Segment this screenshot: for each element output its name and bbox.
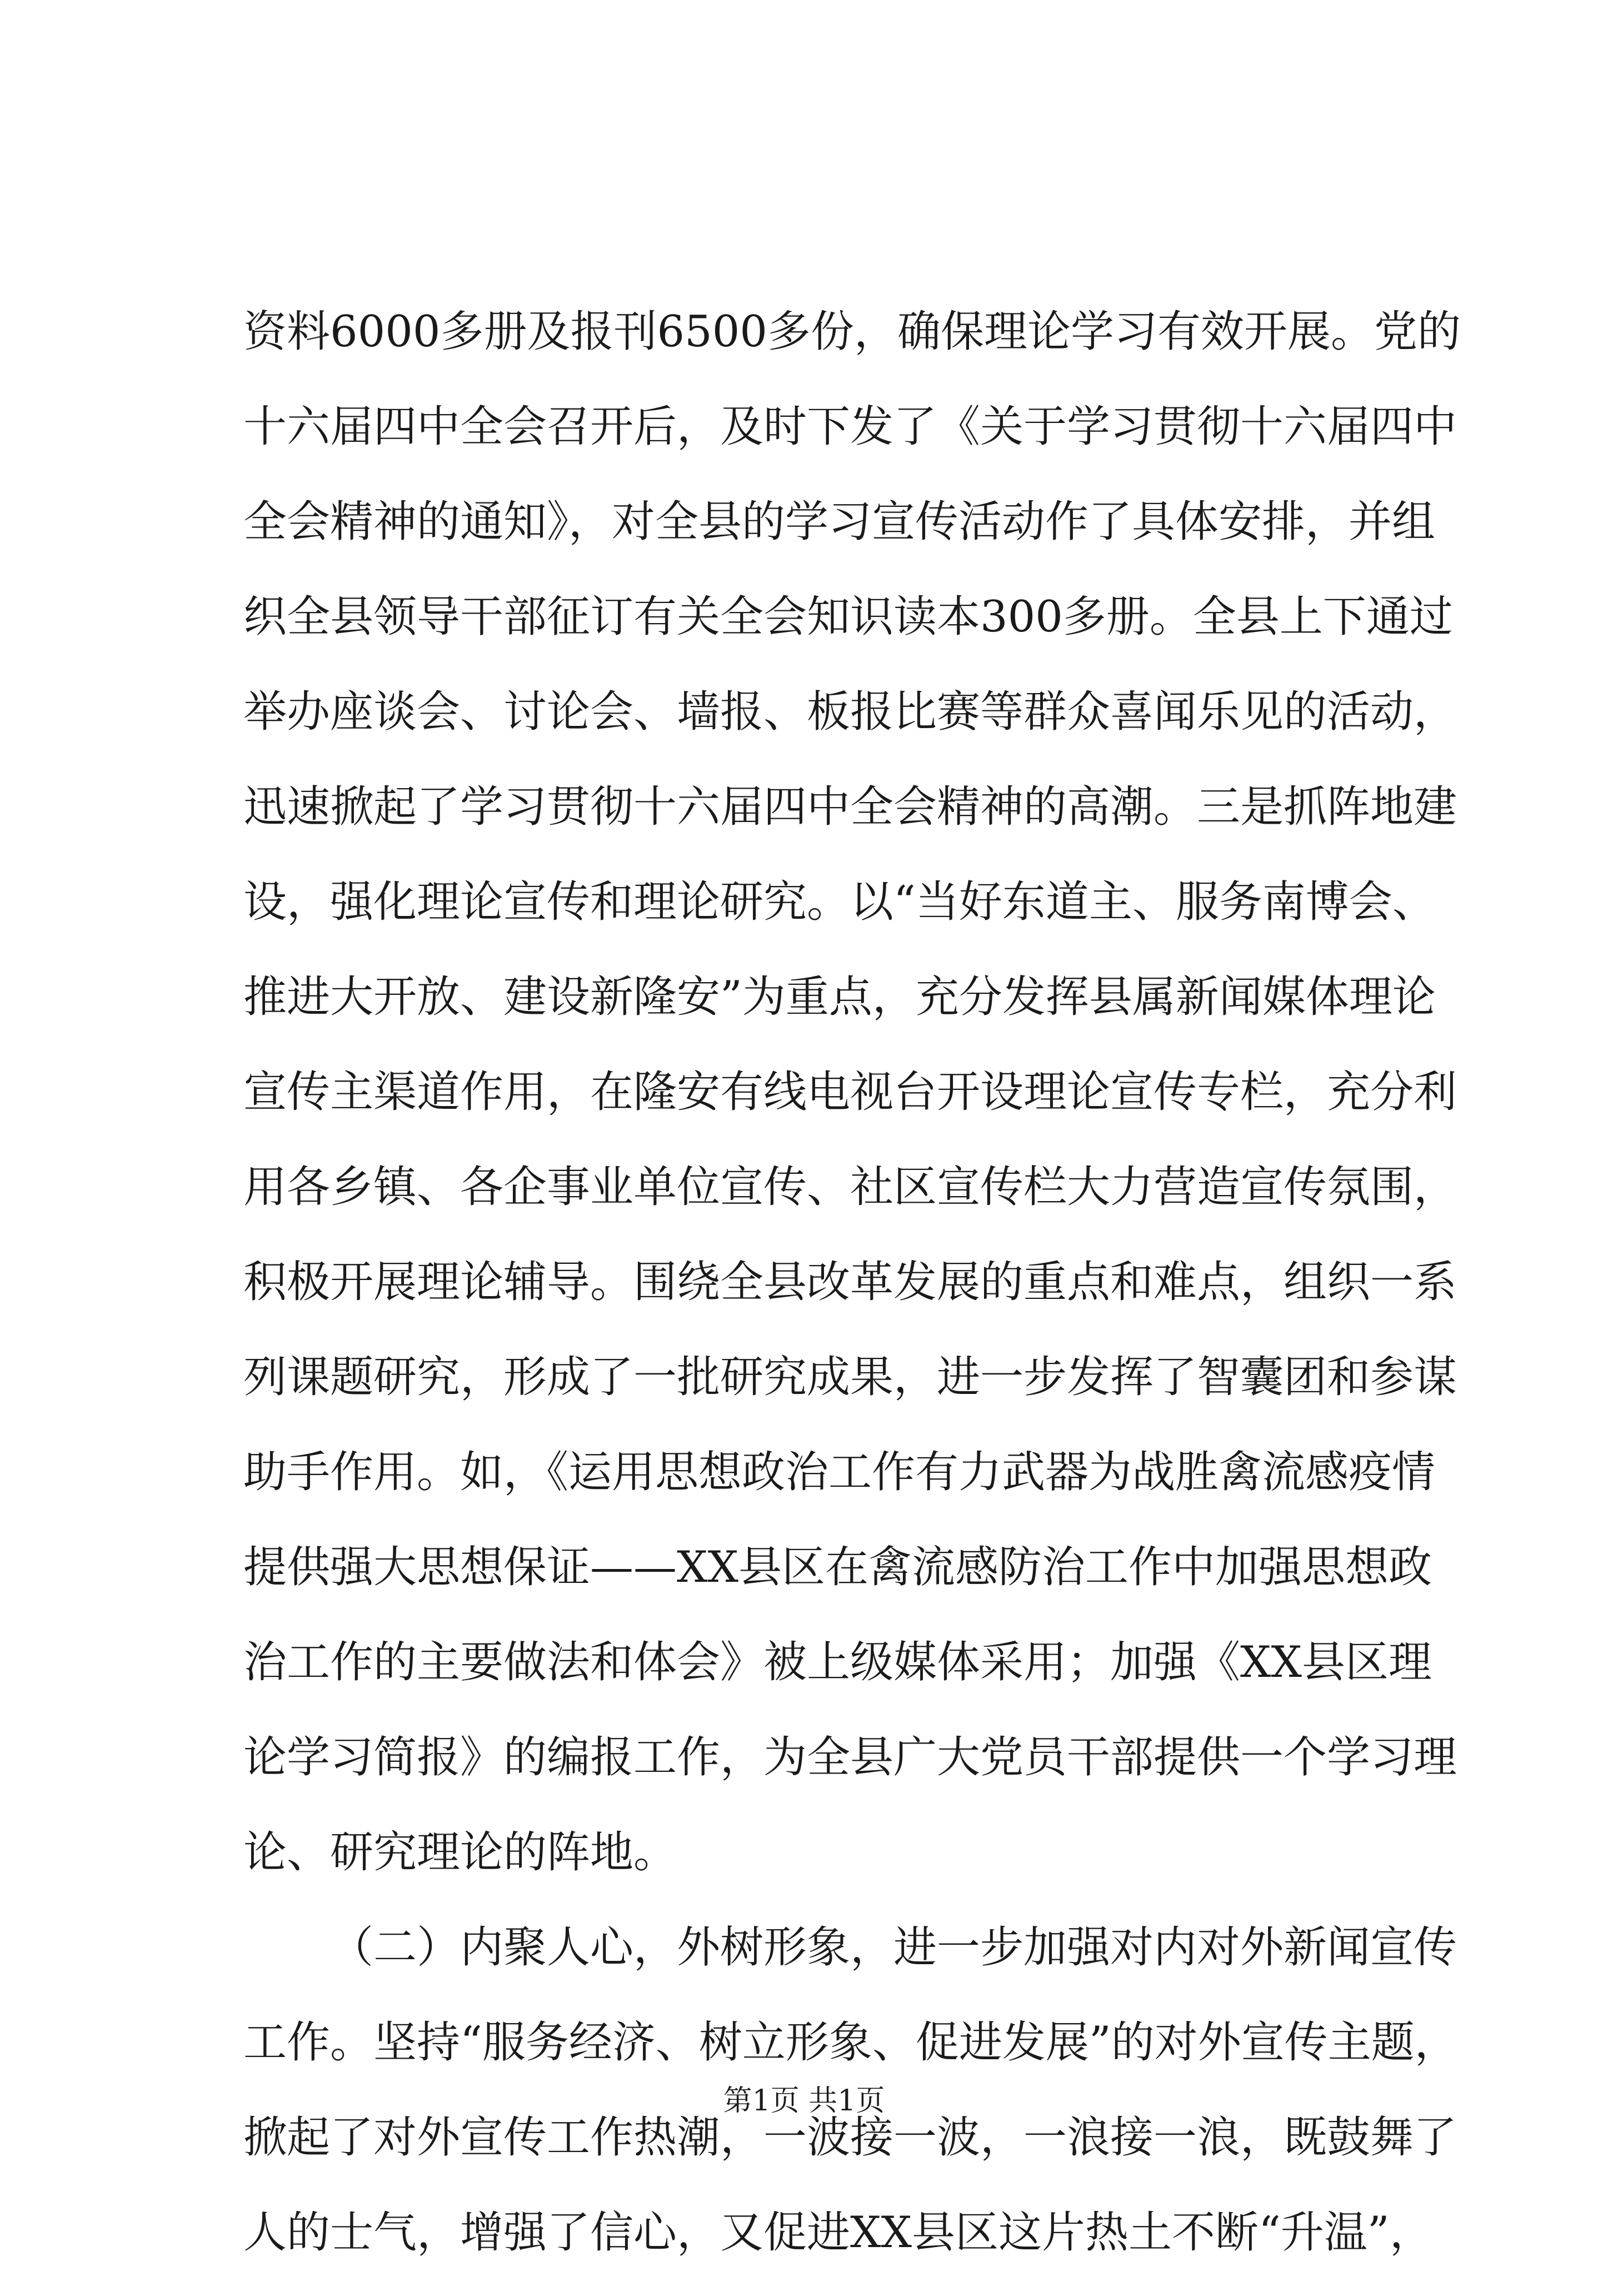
text-line: 举办座谈会、讨论会、墙报、板报比赛等群众喜闻乐见的活动，	[243, 687, 1457, 737]
text-line: 助手作用。如，《运用思想政治工作有力武器为战胜禽流感疫情	[243, 1447, 1436, 1497]
page-footer	[0, 2081, 1608, 2120]
text-line: 掀起了对外宣传工作热潮，一波接一波，一浪接一浪，既鼓舞了	[243, 2113, 1457, 2163]
text-line: 提供强大思想保证——XX县区在禽流感防治工作中加强思想政	[243, 1542, 1432, 1592]
paragraph-end-line: 论、研究理论的阵地。	[243, 1827, 677, 1877]
text-line: 积极开展理论辅导。围绕全县改革发展的重点和难点，组织一系	[243, 1257, 1457, 1307]
text-line: 设，强化理论宣传和理论研究。以“当好东道主、服务南博会、	[243, 877, 1436, 927]
text-line: 迅速掀起了学习贯彻十六届四中全会精神的高潮。三是抓阵地建	[243, 782, 1457, 832]
text-line: 用各乡镇、各企事业单位宣传、社区宣传栏大力营造宣传氛围，	[243, 1162, 1457, 1212]
text-line: 资料6000多册及报刊6500多份，确保理论学习有效开展。党的	[243, 307, 1461, 357]
document-body	[243, 300, 1461, 2296]
text-line: 论学习简报》的编报工作，为全县广大党员干部提供一个学习理	[243, 1732, 1457, 1782]
section-heading-line: （二）内聚人心，外树形象，进一步加强对内对外新闻宣传	[330, 1923, 1457, 1973]
text-line: 宣传主渠道作用，在隆安有线电视台开设理论宣传专栏，充分利	[243, 1067, 1457, 1117]
text-line: 人的士气，增强了信心，又促进XX县区这片热土不断“升温”，	[243, 2208, 1433, 2258]
text-line: 推进大开放、建设新隆安”为重点，充分发挥县属新闻媒体理论	[243, 972, 1436, 1022]
text-line: 列课题研究，形成了一批研究成果，进一步发挥了智囊团和参谋	[243, 1352, 1457, 1402]
text-line: 织全县领导干部征订有关全会知识读本300多册。全县上下通过	[243, 592, 1453, 642]
text-line: 全会精神的通知》，对全县的学习宣传活动作了具体安排，并组	[243, 497, 1436, 547]
text-line: 十六届四中全会召开后，及时下发了《关于学习贯彻十六届四中	[243, 402, 1457, 452]
text-line: 工作。坚持“服务经济、树立形象、促进发展”的对外宣传主题，	[243, 2018, 1458, 2068]
page-number-label: 第1页 共1页	[723, 2084, 885, 2118]
text-line: 治工作的主要做法和体会》被上级媒体采用；加强《XX县区理	[243, 1637, 1432, 1687]
